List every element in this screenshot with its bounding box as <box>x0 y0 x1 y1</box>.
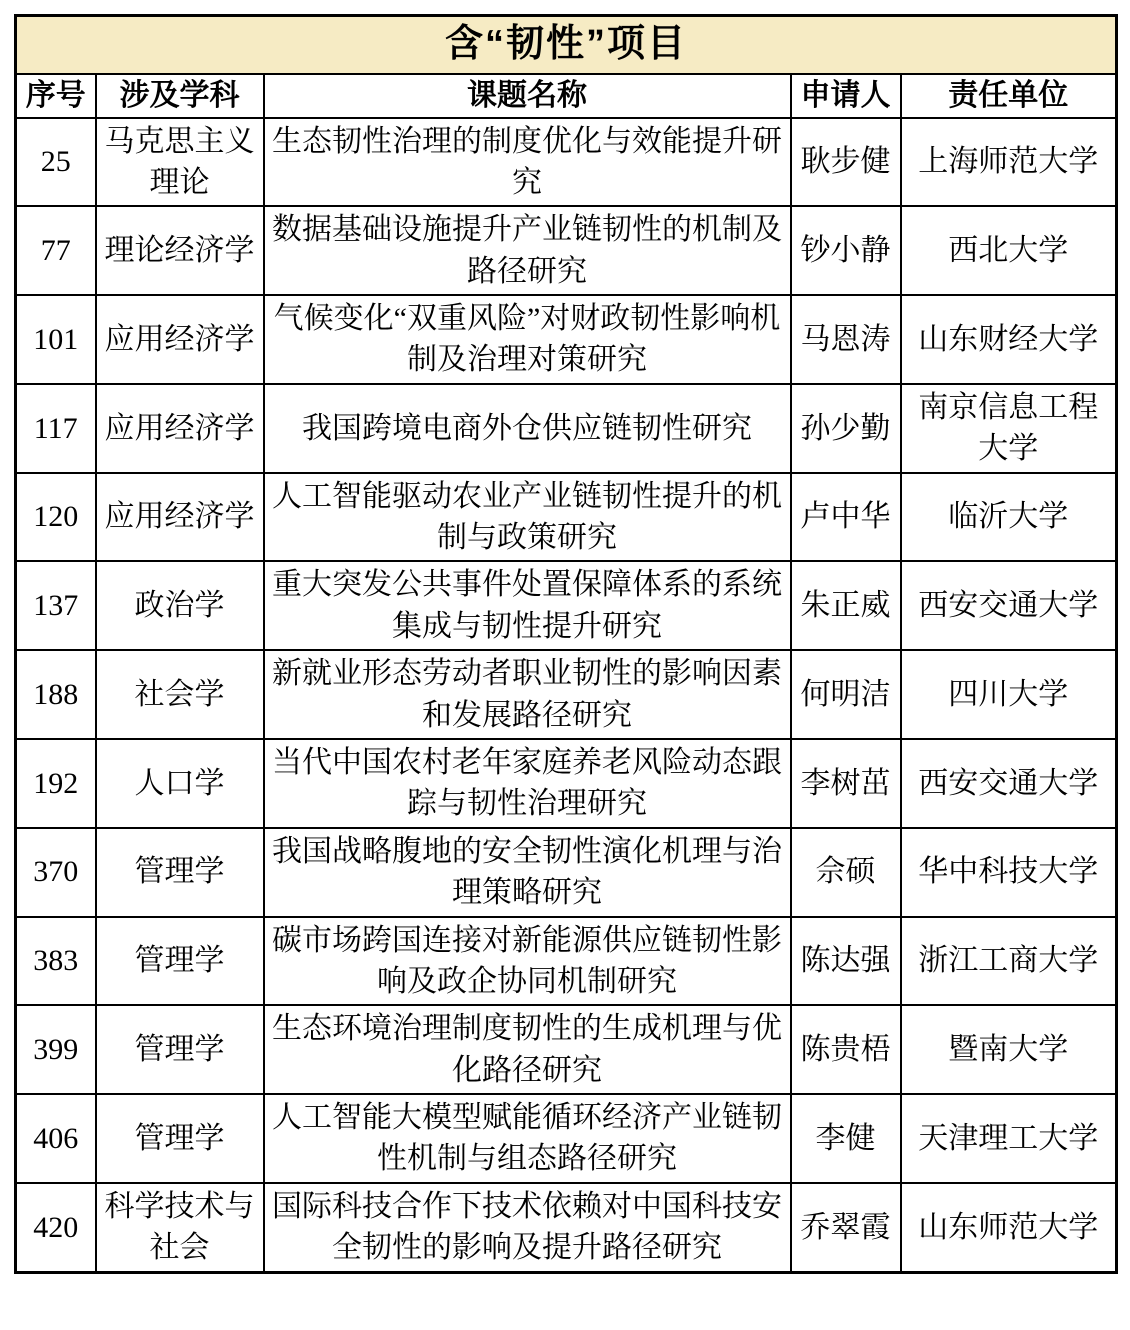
cell-no: 117 <box>16 384 96 473</box>
cell-applicant: 陈贵梧 <box>791 1005 901 1094</box>
projects-table <box>14 14 1118 1274</box>
table-row <box>16 739 1117 828</box>
cell-applicant: 李健 <box>791 1094 901 1183</box>
table-row <box>16 561 1117 650</box>
cell-no: 101 <box>16 295 96 384</box>
cell-unit: 上海师范大学 <box>901 118 1117 207</box>
table-row <box>16 1183 1117 1272</box>
cell-no: 25 <box>16 118 96 207</box>
cell-topic: 重大突发公共事件处置保障体系的系统集成与韧性提升研究 <box>264 561 791 650</box>
cell-no: 420 <box>16 1183 96 1272</box>
cell-topic: 新就业形态劳动者职业韧性的影响因素和发展路径研究 <box>264 650 791 739</box>
cell-discipline: 政治学 <box>96 561 264 650</box>
cell-topic: 生态韧性治理的制度优化与效能提升研究 <box>264 118 791 207</box>
cell-topic: 生态环境治理制度韧性的生成机理与优化路径研究 <box>264 1005 791 1094</box>
column-header-discipline: 涉及学科 <box>96 74 264 118</box>
table-row <box>16 1094 1117 1183</box>
cell-applicant: 何明洁 <box>791 650 901 739</box>
cell-applicant: 钞小静 <box>791 206 901 295</box>
cell-applicant: 耿步健 <box>791 118 901 207</box>
cell-no: 370 <box>16 828 96 917</box>
cell-discipline: 应用经济学 <box>96 295 264 384</box>
cell-no: 383 <box>16 917 96 1006</box>
cell-no: 77 <box>16 206 96 295</box>
cell-discipline: 管理学 <box>96 917 264 1006</box>
table-row <box>16 384 1117 473</box>
cell-no: 192 <box>16 739 96 828</box>
cell-unit: 西安交通大学 <box>901 739 1117 828</box>
table-row <box>16 206 1117 295</box>
cell-applicant: 乔翠霞 <box>791 1183 901 1272</box>
cell-unit: 暨南大学 <box>901 1005 1117 1094</box>
cell-no: 188 <box>16 650 96 739</box>
cell-discipline: 马克思主义理论 <box>96 118 264 207</box>
column-header-topic: 课题名称 <box>264 74 791 118</box>
cell-unit: 山东师范大学 <box>901 1183 1117 1272</box>
cell-topic: 气候变化“双重风险”对财政韧性影响机制及治理对策研究 <box>264 295 791 384</box>
cell-applicant: 朱正威 <box>791 561 901 650</box>
column-header-applicant: 申请人 <box>791 74 901 118</box>
cell-applicant: 李树茁 <box>791 739 901 828</box>
table-row <box>16 917 1117 1006</box>
cell-applicant: 马恩涛 <box>791 295 901 384</box>
cell-unit: 南京信息工程大学 <box>901 384 1117 473</box>
cell-topic: 数据基础设施提升产业链韧性的机制及路径研究 <box>264 206 791 295</box>
cell-unit: 西安交通大学 <box>901 561 1117 650</box>
cell-unit: 西北大学 <box>901 206 1117 295</box>
cell-discipline: 人口学 <box>96 739 264 828</box>
cell-discipline: 应用经济学 <box>96 473 264 562</box>
table-row <box>16 295 1117 384</box>
table-row <box>16 118 1117 207</box>
cell-unit: 天津理工大学 <box>901 1094 1117 1183</box>
cell-unit: 华中科技大学 <box>901 828 1117 917</box>
cell-no: 120 <box>16 473 96 562</box>
cell-topic: 人工智能驱动农业产业链韧性提升的机制与政策研究 <box>264 473 791 562</box>
table-row <box>16 650 1117 739</box>
cell-discipline: 管理学 <box>96 1094 264 1183</box>
cell-no: 406 <box>16 1094 96 1183</box>
table-title-row <box>16 16 1117 74</box>
table-row <box>16 1005 1117 1094</box>
cell-applicant: 孙少勤 <box>791 384 901 473</box>
cell-discipline: 管理学 <box>96 1005 264 1094</box>
cell-unit: 山东财经大学 <box>901 295 1117 384</box>
cell-discipline: 理论经济学 <box>96 206 264 295</box>
cell-applicant: 陈达强 <box>791 917 901 1006</box>
cell-topic: 碳市场跨国连接对新能源供应链韧性影响及政企协同机制研究 <box>264 917 791 1006</box>
table-title: 含“韧性”项目 <box>16 16 1117 74</box>
cell-topic: 人工智能大模型赋能循环经济产业链韧性机制与组态路径研究 <box>264 1094 791 1183</box>
table-header-row <box>16 74 1117 118</box>
cell-unit: 临沂大学 <box>901 473 1117 562</box>
table-row <box>16 473 1117 562</box>
cell-topic: 国际科技合作下技术依赖对中国科技安全韧性的影响及提升路径研究 <box>264 1183 791 1272</box>
cell-no: 137 <box>16 561 96 650</box>
cell-topic: 当代中国农村老年家庭养老风险动态跟踪与韧性治理研究 <box>264 739 791 828</box>
column-header-unit: 责任单位 <box>901 74 1117 118</box>
cell-no: 399 <box>16 1005 96 1094</box>
cell-applicant: 佘硕 <box>791 828 901 917</box>
cell-topic: 我国跨境电商外仓供应链韧性研究 <box>264 384 791 473</box>
table-row <box>16 828 1117 917</box>
cell-discipline: 社会学 <box>96 650 264 739</box>
cell-discipline: 应用经济学 <box>96 384 264 473</box>
cell-discipline: 管理学 <box>96 828 264 917</box>
cell-unit: 四川大学 <box>901 650 1117 739</box>
column-header-no: 序号 <box>16 74 96 118</box>
cell-unit: 浙江工商大学 <box>901 917 1117 1006</box>
cell-topic: 我国战略腹地的安全韧性演化机理与治理策略研究 <box>264 828 791 917</box>
cell-discipline: 科学技术与社会 <box>96 1183 264 1272</box>
cell-applicant: 卢中华 <box>791 473 901 562</box>
